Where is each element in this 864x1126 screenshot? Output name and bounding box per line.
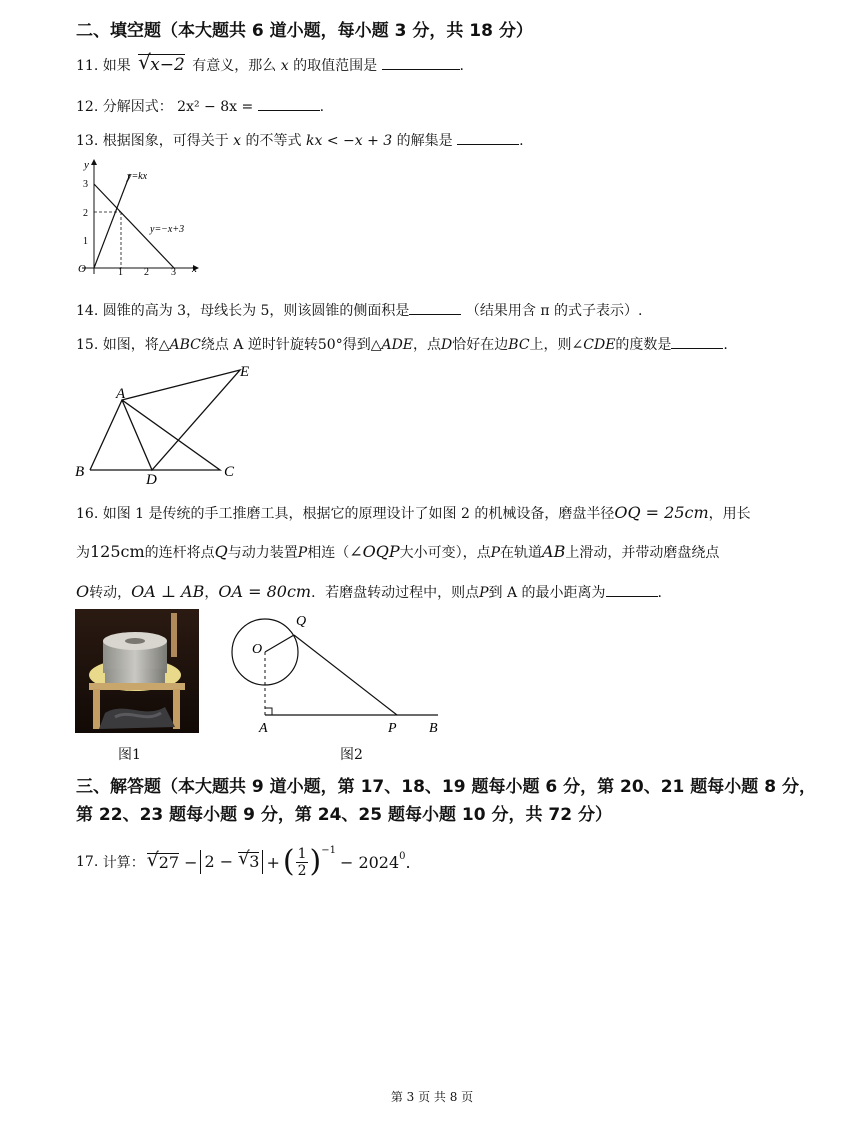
exponent-neg-1: −1 <box>321 844 336 856</box>
question-14 <box>76 300 642 320</box>
figure-2-caption: 图2 <box>340 747 363 763</box>
q16-number: 16. <box>76 506 99 522</box>
q16-text: ， <box>204 585 219 601</box>
q12-end: . <box>319 99 325 115</box>
q11-var: x <box>280 58 289 74</box>
q11-number: 11. <box>76 58 99 74</box>
x-axis-label: x <box>192 263 197 275</box>
q16-text: 上滑动，并带动磨盘绕点 <box>565 545 720 561</box>
question-16-line-1 <box>76 503 751 523</box>
answer-blank[interactable] <box>606 596 658 597</box>
radius-oq <box>265 635 294 652</box>
radicand-27: 27 <box>158 852 180 872</box>
point-b-label: B <box>75 464 85 480</box>
term-2024: − 2024 <box>339 852 400 872</box>
question-13 <box>76 130 524 150</box>
point-c-label: C <box>224 464 235 480</box>
q17-text: 计算： <box>102 855 145 871</box>
right-paren: ) <box>309 844 322 879</box>
question-16-line-2 <box>76 542 719 562</box>
q16-text: 为 <box>76 545 90 561</box>
left-paren: ( <box>282 844 295 879</box>
q16-end: . <box>657 585 662 601</box>
numerator: 1 <box>297 845 307 862</box>
y-axis-label: y <box>84 159 89 171</box>
q16-point-p: P <box>490 545 501 561</box>
q11-radicand: x−2 <box>150 55 185 75</box>
section-2-heading: 二、填空题（本大题共 6 道小题，每小题 3 分，共 18 分） <box>76 21 533 41</box>
x-tick-1: 1 <box>118 267 123 276</box>
question-15 <box>76 334 728 354</box>
answer-blank[interactable] <box>457 144 519 145</box>
minus-sign: − <box>184 852 198 872</box>
fraction-one-half <box>296 846 309 879</box>
y-tick-1: 1 <box>83 236 88 247</box>
q13-var: x <box>233 133 242 149</box>
hand-mill-photo <box>75 609 199 733</box>
q17-end: . <box>405 852 411 872</box>
question-11 <box>76 50 464 75</box>
q13-end: . <box>519 133 524 149</box>
q16-point-p: P <box>297 545 308 561</box>
denominator: 2 <box>297 862 307 879</box>
q13-number: 13. <box>76 133 99 149</box>
q12-text: 分解因式： <box>102 99 173 115</box>
question-16-line-3 <box>76 582 662 602</box>
point-e-label: E <box>240 364 250 380</box>
q16-text: 到 A 的最小距离为 <box>488 585 606 601</box>
q16-rod-length: 125cm <box>90 542 145 561</box>
answer-blank[interactable] <box>671 348 723 349</box>
line1-label: y=kx <box>127 171 148 182</box>
q15-text: 的度数是 <box>615 337 672 353</box>
q16-oq-value: OQ = 25cm <box>614 503 709 522</box>
figure-1-caption: 图1 <box>118 747 141 763</box>
triangle-ade <box>122 370 240 470</box>
q16-text: 的连杆将点 <box>144 545 215 561</box>
q16-text: ，用长 <box>708 506 751 522</box>
origin-label: O <box>78 263 86 275</box>
q13-inequality: kx < −x + 3 <box>305 133 393 149</box>
line2-label: y=−x+3 <box>150 224 185 235</box>
q16-angle-oqp: ∠OQP <box>349 542 400 561</box>
q16-track-ab: AB <box>542 542 566 561</box>
point-q-label: Q <box>296 614 307 629</box>
q16-oa-value: OA = 80cm <box>218 582 312 601</box>
answer-blank[interactable] <box>409 314 461 315</box>
q13-text-mid: 的不等式 <box>245 133 302 149</box>
plus-sign: + <box>266 852 280 872</box>
q15-triangle-abc: △ABC <box>158 337 201 353</box>
q14-text: 圆锥的高为 3，母线长为 5，则该圆锥的侧面积是 <box>102 303 410 319</box>
page-footer: 第 3 页 共 8 页 <box>390 1090 474 1104</box>
point-b-label: B <box>429 721 438 736</box>
q15-side-bc: BC <box>508 337 530 353</box>
q14-text-post: （结果用含 π 的式子表示）. <box>465 303 643 319</box>
q15-text: 绕点 A 逆时针旋转 <box>200 337 318 353</box>
q11-text-post: 的取值范围是 <box>293 58 378 74</box>
triangle-abc <box>90 400 220 470</box>
q15-text: 上，则 <box>529 337 572 353</box>
answer-blank[interactable] <box>258 110 320 111</box>
q15-end: . <box>723 337 728 353</box>
mechanical-device-figure <box>222 608 448 740</box>
q17-number: 17. <box>76 854 99 870</box>
q16-text: 转动， <box>89 585 132 601</box>
q15-angle-value: 50° <box>317 337 343 353</box>
q16-point-p: P <box>479 585 489 601</box>
line-y-kx <box>94 174 130 268</box>
y-tick-3: 3 <box>83 179 88 190</box>
q16-text: 相连（ <box>307 545 350 561</box>
point-d-label: D <box>146 472 157 484</box>
q16-text: ．若磨盘转动过程中，则点 <box>311 585 480 601</box>
sqrt-27: √ 27 <box>146 848 180 872</box>
question-17 <box>76 842 411 882</box>
q15-number: 15. <box>76 337 99 353</box>
q15-point-d: D <box>441 337 453 353</box>
q14-number: 14. <box>76 303 99 319</box>
point-p-label: P <box>388 721 397 736</box>
q16-point-o: O <box>76 582 90 601</box>
q15-figure <box>72 360 262 484</box>
exponent-0: 0 <box>399 850 406 862</box>
section-3-heading-line-1: 三、解答题（本大题共 9 道小题，第 17、18、19 题每小题 6 分，第 20、21 题每小题 8 分， <box>76 777 816 797</box>
y-tick-2: 2 <box>83 208 88 219</box>
q11-end: . <box>459 58 464 74</box>
q16-text: 如图 1 是传统的手工推磨工具，根据它的原理设计了如图 2 的机械设备，磨盘半径 <box>102 506 615 522</box>
q15-text: 恰好在边 <box>452 337 509 353</box>
radicand-3: 3 <box>249 852 260 871</box>
connecting-rod-qp <box>294 635 397 715</box>
point-a-label: A <box>116 386 126 402</box>
abs-term: 2 − <box>204 852 234 871</box>
q13-graph <box>74 156 204 276</box>
answer-blank[interactable] <box>382 69 460 70</box>
q16-text: 与动力装置 <box>227 545 298 561</box>
sqrt-3: √ 3 <box>238 848 260 871</box>
x-tick-2: 2 <box>144 267 149 276</box>
q15-text: 如图，将 <box>102 337 159 353</box>
q15-angle-cde: ∠CDE <box>571 337 616 353</box>
q15-text: ，点 <box>413 337 442 353</box>
q13-text-pre: 根据图象，可得关于 <box>102 133 229 149</box>
point-a-label: A <box>259 721 268 736</box>
point-o-label: O <box>252 642 263 657</box>
q16-text: 大小可变），点 <box>399 545 491 561</box>
q12-expression: 2x² − 8x = <box>177 99 254 115</box>
q11-sqrt: √ x−2 <box>138 50 185 75</box>
section-3-heading-line-2: 第 22、23 题每小题 9 分，第 24、25 题每小题 10 分，共 72 分） <box>76 805 612 825</box>
q15-text: 得到 <box>342 337 371 353</box>
q12-number: 12. <box>76 99 99 115</box>
q15-triangle-ade: △ADE <box>370 337 414 353</box>
q16-perpendicular: OA ⊥ AB <box>131 582 205 601</box>
q11-text-pre: 如果 <box>102 58 131 74</box>
q13-text-post: 的解集是 <box>396 133 453 149</box>
question-12 <box>76 96 324 116</box>
x-tick-3: 3 <box>171 267 176 276</box>
q11-text-mid: 有意义，那么 <box>192 58 277 74</box>
q16-text: 在轨道 <box>500 545 543 561</box>
absolute-value <box>200 850 263 874</box>
right-angle-mark <box>265 708 272 715</box>
q16-point-q: Q <box>214 542 228 561</box>
